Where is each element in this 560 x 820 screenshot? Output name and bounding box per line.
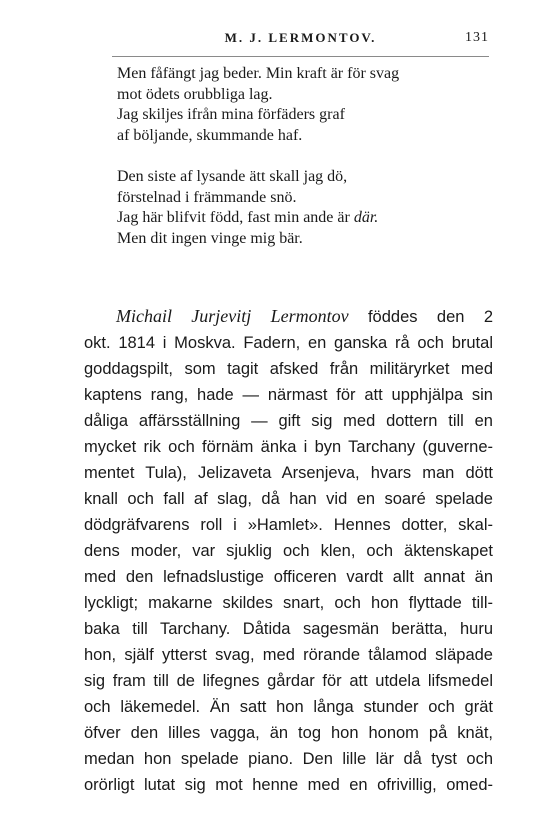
paragraph-line: mycket rik och förnäm änka i byn Tarchany (guverne- xyxy=(84,438,493,456)
paragraph-line: lyckligt; makarne skildes snart, och hon flyttade till- xyxy=(84,594,493,612)
paragraph-line: okt. 1814 i Moskva. Fadern, en ganska rå och brutal xyxy=(84,334,493,352)
paragraph-line: dödgräfvarens roll i »Hamlet». Hennes dotter, skal- xyxy=(84,516,493,534)
paragraph-line: kaptens rang, hade — närmast för att upphjälpa sin xyxy=(84,386,493,404)
poem xyxy=(117,64,477,249)
verse-line: af böljande, skummande haf. xyxy=(117,126,303,144)
paragraph-line: dåliga affärsställning — gift sig med dottern till en xyxy=(84,412,493,430)
paragraph-line: mentet Tula), Jelizaveta Arsenjeva, hvars man dött xyxy=(84,464,493,482)
author-name: Michail Jurjevitj Lermontov xyxy=(116,306,349,326)
poem-stanza-1 xyxy=(117,64,477,146)
paragraph-line: hon, själf ytterst svag, med rörande tålamod släpade xyxy=(84,646,493,664)
paragraph-first-line xyxy=(84,303,493,330)
paragraph-line: orörligt lutat sig mot henne med en ofrivillig, omed- xyxy=(84,776,493,794)
verse-line-with-emphasis xyxy=(117,208,477,229)
paragraph-line: baka till Tarchany. Dåtida sagesmän berätta, huru xyxy=(84,620,493,638)
biography-paragraph xyxy=(84,303,493,798)
paragraph-line: dens moder, var sjuklig och klen, och äktenskapet xyxy=(84,542,493,560)
verse-line: Men fåfängt jag beder. Min kraft är för svag xyxy=(117,65,400,82)
paragraph-line: medan hon spelade piano. Den lille lär då tyst och xyxy=(84,750,493,768)
paragraph-line: knall och fall af slag, då han vid en soaré spelade xyxy=(84,490,493,508)
paragraph-line: sig fram till de lifegnes gårdar för att utdela lifsmedel xyxy=(84,672,493,690)
verse-line: Jag skiljes ifrån mina förfäders graf xyxy=(117,106,345,123)
emphasis-word: där. xyxy=(353,209,379,226)
poem-stanza-2 xyxy=(117,167,477,249)
page-number: 131 xyxy=(465,30,489,45)
page-header xyxy=(112,30,489,50)
running-head: M. J. LERMONTOV. xyxy=(224,30,377,45)
paragraph-line: med den lefnadslustige officeren vardt allt annat än xyxy=(84,568,493,586)
verse-line: Men dit ingen vinge mig bär. xyxy=(117,229,303,247)
verse-line: Den siste af lysande ätt skall jag dö, xyxy=(117,168,348,185)
verse-line: mot ödets orubbliga lag. xyxy=(117,85,273,103)
verse-text: Jag här blifvit född, fast min ande är xyxy=(117,209,354,226)
paragraph-line: goddagspilt, som tagit afsked från militäryrket med xyxy=(84,360,493,378)
verse-line: förstelnad i främmande snö. xyxy=(117,188,297,206)
paragraph-line: öfver den lilles vagga, än tog hon honom på knät, xyxy=(84,724,493,742)
first-line-rest: föddes den 2 xyxy=(348,308,493,326)
paragraph-line: och läkemedel. Än satt hon långa stunder och grät xyxy=(84,698,493,716)
header-rule xyxy=(112,56,489,57)
